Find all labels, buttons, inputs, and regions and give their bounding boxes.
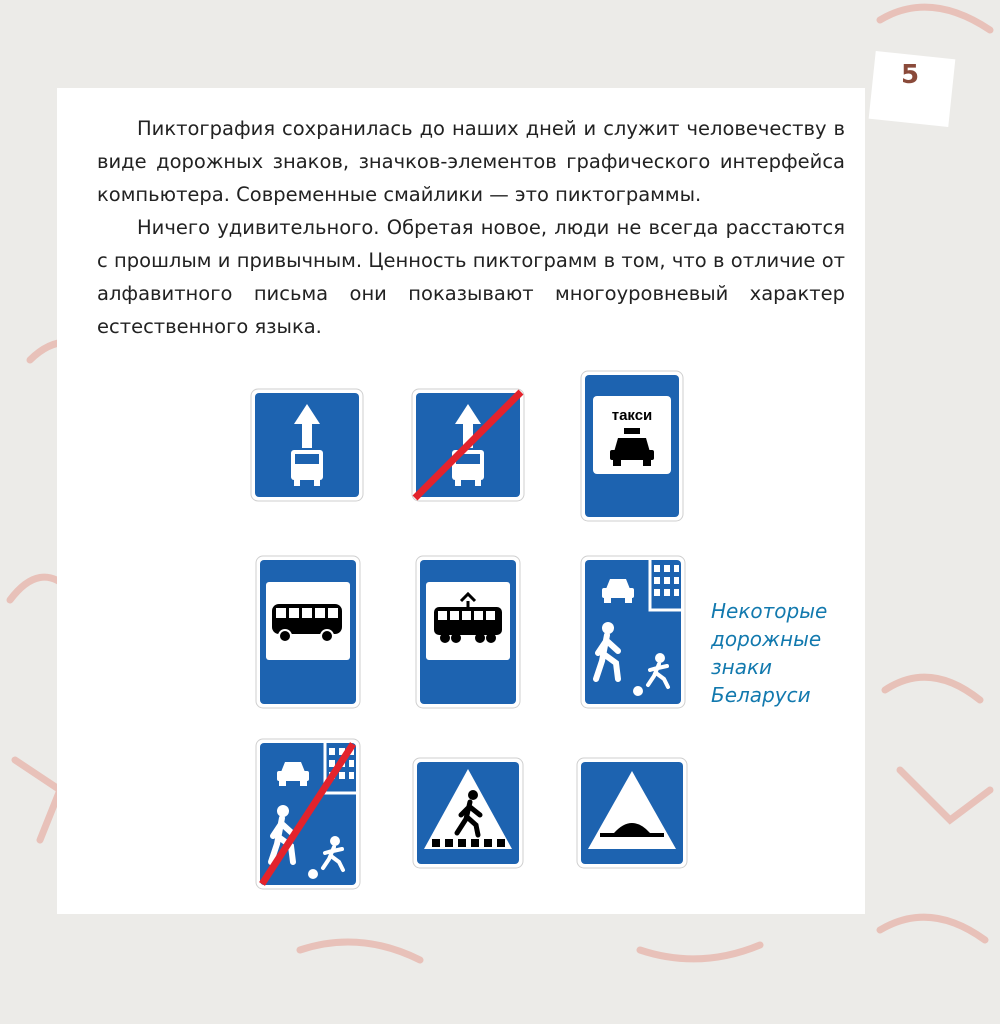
taxi-stand-sign (580, 370, 684, 522)
end-of-residential-zone-sign (255, 738, 361, 890)
bus-lane-sign (250, 388, 364, 502)
caption-line: Некоторые (711, 599, 828, 623)
caption-line: знаки (711, 655, 773, 679)
bus-stop-sign (255, 555, 361, 709)
paragraph-2: Ничего удивительного. Обретая новое, люди не всегда расстаются с прошлым и привычным. Ценность пиктограмм в том, что в отличие от алфавитного письма они показывают многоуровневый характер естественного языка. (97, 216, 845, 338)
caption-line: дорожные (711, 627, 822, 651)
speed-bump-sign (576, 757, 688, 869)
body-text (97, 112, 845, 343)
paragraph-1: Пиктография сохранилась до наших дней и служит человечеству в виде дорожных знаков, значков-элементов графического интерфейса компьютера. Современные смайлики — это пиктограммы. (97, 117, 845, 206)
tram-stop-sign (415, 555, 521, 709)
signs-caption (711, 597, 861, 709)
end-of-bus-lane-sign (411, 388, 525, 502)
pedestrian-crossing-sign (412, 757, 524, 869)
taxi-label: такси (611, 407, 653, 424)
page-number: 5 (900, 60, 920, 90)
caption-line: Беларуси (711, 683, 811, 707)
residential-zone-sign (580, 555, 686, 709)
